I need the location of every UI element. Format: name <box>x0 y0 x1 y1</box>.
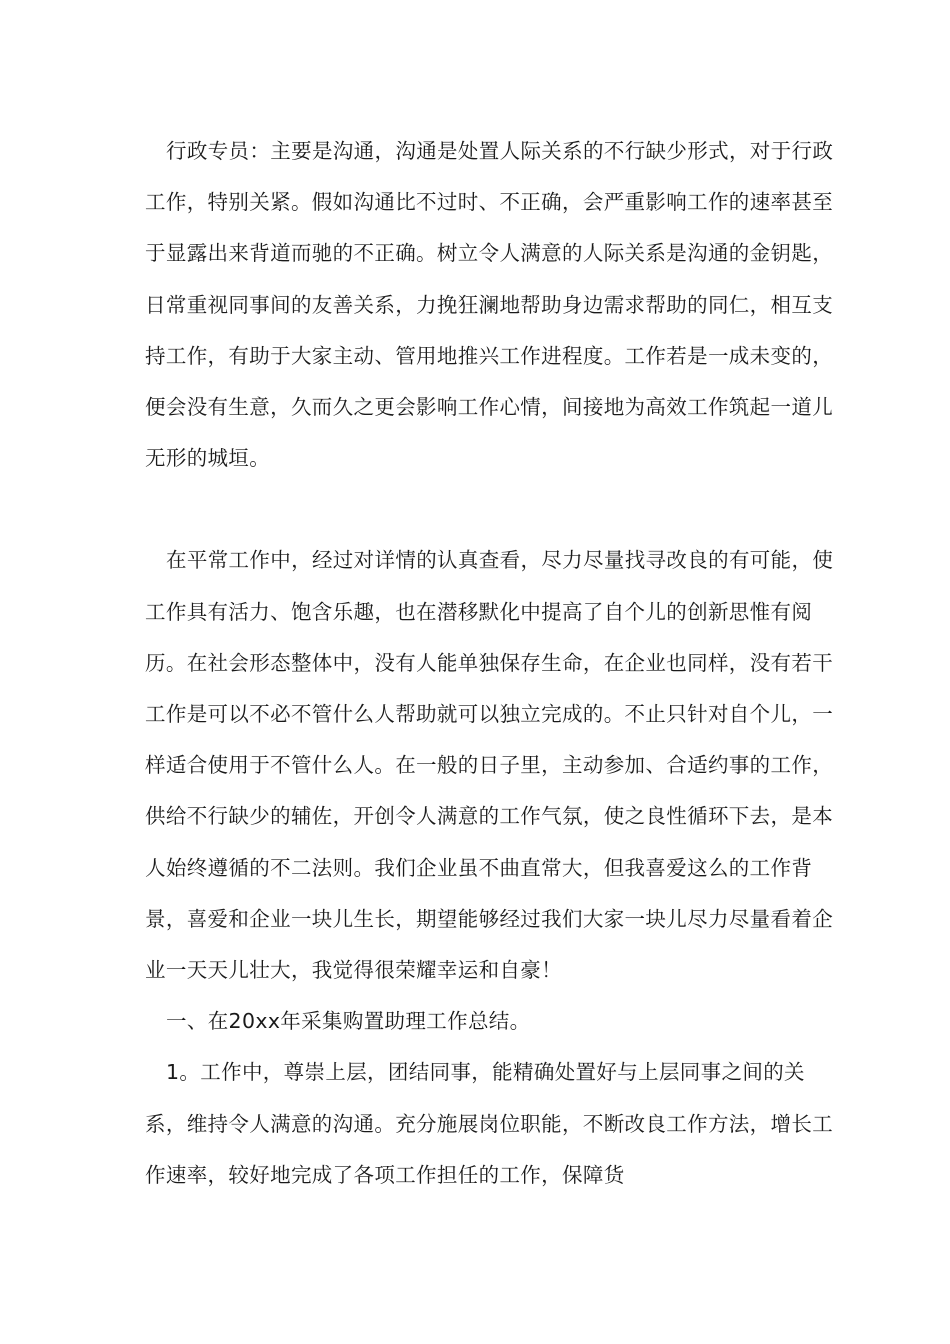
document-body <box>145 126 835 1201</box>
paragraph-admin-communication: 行政专员：主要是沟通，沟通是处置人际关系的不行缺少形式，对于行政工作，特别关紧。假如沟通比不过时、不正确，会严重影响工作的速率甚至于显露出来背道而驰的不正确。树立令人满意的人际关系是沟通的金钥匙，日常重视同事间的友善关系，力挽狂澜地帮助身边需求帮助的同仁，相互支持工作，有助于大家主动、管用地推兴工作进程度。工作若是一成未变的，便会没有生意，久而久之更会影响工作心情，间接地为高效工作筑起一道儿无形的城垣。 <box>145 139 834 471</box>
section-heading-purchasing-summary: 一、在20xx年采集购置助理工作总结。 <box>166 1009 531 1034</box>
list-item-1: 1。工作中，尊崇上层，团结同事，能精确处置好与上层同事之间的关系，维持令人满意的沟通。充分施展岗位职能，不断改良工作方法，增长工作速率，较好地完成了各项工作担任的工作，保障货 <box>145 1060 834 1187</box>
paragraph-spacer <box>145 484 835 535</box>
paragraph-daily-work: 在平常工作中，经过对详情的认真查看，尽力尽量找寻改良的有可能，使工作具有活力、饱含乐趣，也在潜移默化中提高了自个儿的创新思惟有阅历。在社会形态整体中，没有人能单独保存生命，在企业也同样，没有若干工作是可以不必不管什么人帮助就可以独立完成的。不止只针对自个儿，一样适合使用于不管什么人。在一般的日子里，主动参加、合适约事的工作，供给不行缺少的辅佐，开创令人满意的工作气氛，使之良性循环下去，是本人始终遵循的不二法则。我们企业虽不曲直常大，但我喜爱这么的工作背景，喜爱和企业一块儿生长，期望能够经过我们大家一块儿尽力尽量看着企业一天天儿壮大，我觉得很荣耀幸运和自豪！ <box>145 548 834 983</box>
